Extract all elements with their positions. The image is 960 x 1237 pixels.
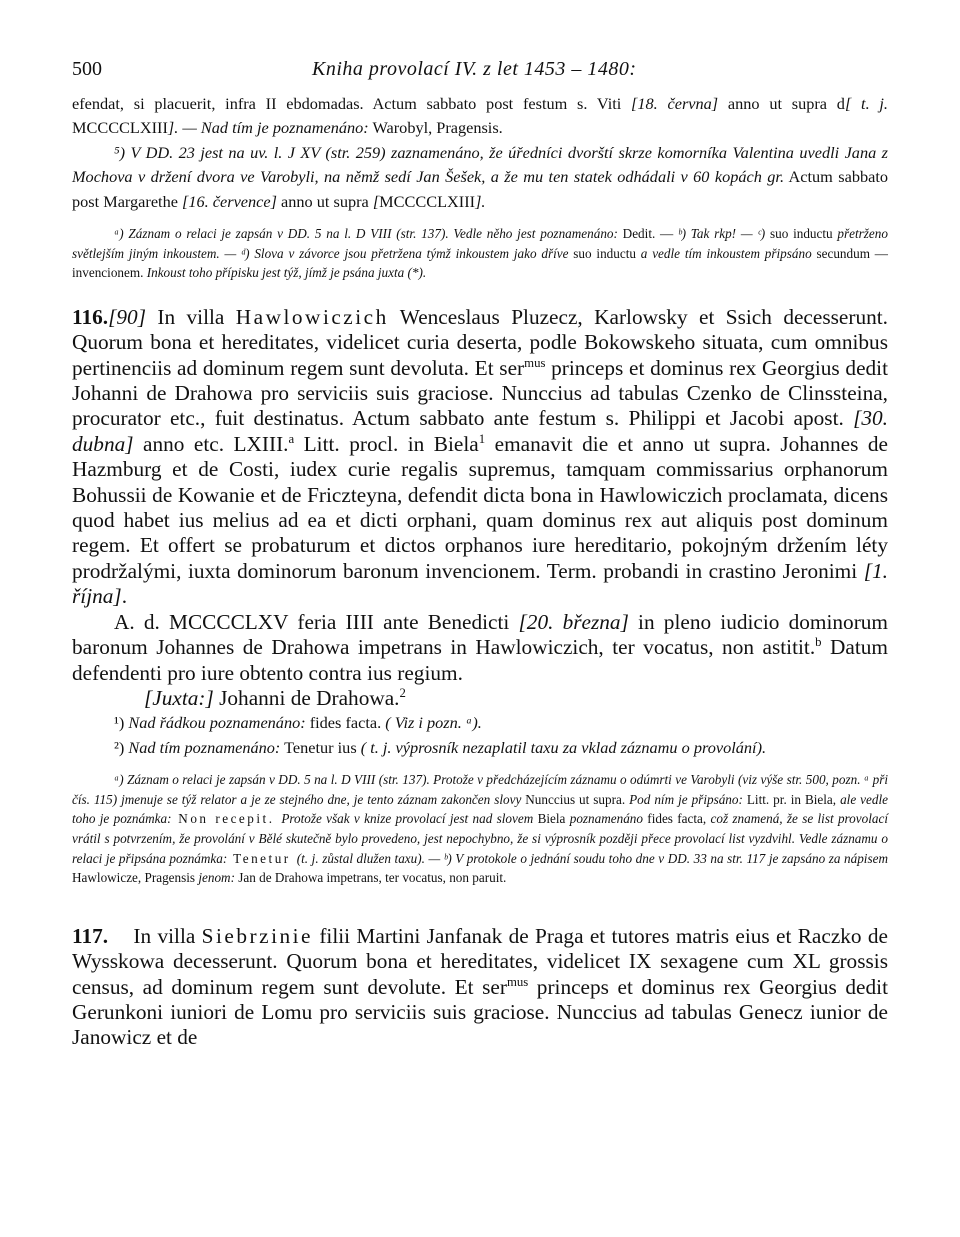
editor-note: [ t. j.	[844, 94, 888, 113]
paragraph	[72, 92, 888, 141]
note-text: ( t. j. výprosník nezaplatil taxu za vklad záznamu o provolání).	[360, 737, 767, 757]
editor-note: [Juxta:]	[144, 685, 214, 710]
text: Wenceslaus Pluzecz, Karlowsky et Ssich decesserunt. Quorum bona et hereditates, videlicet curia deserta, podle Bokowskeho situata, cum omnibus pertinenciis ad dominum regem sunt devoluta. Et ser	[72, 304, 888, 380]
text: suo inductu	[765, 226, 838, 242]
footnote-text: ale vedle toho je poznámka:	[72, 791, 888, 827]
text: MCCCCLXIII	[379, 191, 476, 211]
text: emanavit die et anno ut supra. Johannes de Hazmburg et de Costi, iudex curie regalis supremus, tamquam commissarius orphanorum Bohussii de Kowanie et de Friczteyna, defendit dicta bona in Hawlowiczich proclamata, dicens quod habet ius melius ad ea et dicti orphani, quam dominus rex aut aliquis post dominum regem. Et offert se probaturum et dictos orphanos iure hereditario, pokojným držením léty prodržalými, iuxta dominorum baronum invencionem. Term. probandi in crastino Jeronimi	[72, 431, 888, 583]
superscript: mus	[524, 355, 546, 370]
footnote-text: (t. j. zůstal dlužen taxu). — ᵇ) V protokole o jednání soudu toho dne v DD. 33 na str. 117 je zapsáno za nápisem	[296, 850, 888, 866]
text: anno ut supra	[276, 191, 373, 211]
footnotes	[72, 770, 888, 888]
footnote-text: jenom:	[198, 870, 235, 886]
entry-117	[72, 924, 888, 1051]
text: princeps et dominus rex Georgius dedit Johanni de Drahowa pro serviciis suis graciose. Nunccius ad tabulas Czenko de Clinssteina, procurator etc., fuit destinatus. Actum sabbato ante festum s. Philippi et Jacobi apost.	[72, 355, 889, 431]
note-marker: ²)	[114, 737, 129, 757]
place-name: Siebrzinie	[201, 923, 313, 948]
superscript: mus	[506, 974, 529, 989]
footnote-text: Protože však v knize provolací jest nad slovem	[281, 811, 534, 827]
note	[72, 736, 888, 760]
footnote-marker: b	[815, 635, 822, 649]
note-text: Nad tím poznamenáno:	[128, 737, 281, 757]
text: anno ut supra d	[718, 94, 845, 113]
entry-116	[72, 305, 888, 712]
text: Hawlowicze, Pragensis	[72, 870, 199, 886]
text: MCCCCLXIII	[72, 118, 168, 138]
entry-number: 116.	[72, 304, 109, 329]
footnote	[72, 770, 888, 888]
text: Johanni de Drahowa.	[213, 685, 400, 710]
footnote-marker: a	[288, 431, 295, 446]
text: efendat, si placuerit, infra II ebdomadas. Actum sabbato post festum s. Viti	[72, 94, 632, 113]
footnote-text: ᵇ) Tak rkp! — ᶜ)	[678, 226, 766, 242]
text: Biela	[533, 811, 570, 827]
place-name: Hawlowiczich	[235, 304, 389, 329]
note-text: Nad řádkou poznamenáno:	[128, 713, 306, 733]
notes-116	[72, 711, 888, 887]
bracket: ].	[475, 191, 486, 211]
footnote-text: což znamená, že se list provolací vrátil s potvrzením, že provolání v Bělé skutečně bylo provedeno, jest nepochybno, že si výprosník později přece provolací list vyzdvihl. Vedle záznamu o relaci je připsána poznámka:	[72, 811, 889, 866]
paragraph	[72, 141, 888, 214]
bracket: [	[372, 191, 380, 211]
date-note: [1. října]	[72, 558, 888, 609]
date-note: [20. března]	[518, 609, 629, 634]
text: Warobyl, Pragensis.	[368, 118, 503, 138]
footnote-text: ᵃ) Záznam o relaci je zapsán v DD. 5 na l. D VIII (str. 137). Protože v předcházejícím záznamu o odúmrti ve Varobyli (viz výše str. 500, pozn. ᵃ při čís. 115) jmenuje se týž relator a je ze stejného dne, je tento záznam zakončen slovy	[72, 772, 888, 807]
date-note: [18. června]	[631, 94, 719, 113]
paragraph	[72, 686, 888, 711]
footnote-text: ᵃ) Záznam o relaci je zapsán v DD. 5 na l. D VIII (str. 137). Vedle něho jest poznamenáno:	[114, 226, 618, 242]
footnote-text: poznamenáno	[569, 811, 643, 827]
text: Nunccius ut supra.	[521, 791, 630, 807]
text: Dedit. —	[617, 226, 679, 242]
date-note: [16. července]	[182, 191, 277, 211]
text: anno etc. LXIII.	[133, 431, 289, 456]
page	[72, 58, 888, 1051]
text: Litt. procl. in Biela	[294, 431, 479, 456]
footnote-marker: 1	[478, 431, 486, 446]
paragraph	[72, 924, 888, 1051]
text: Tenetur ius	[280, 737, 361, 757]
footnote-text: a vedle tím inkoustem připsáno	[640, 245, 812, 261]
paragraph	[72, 305, 888, 610]
paragraph	[72, 610, 888, 686]
running-title: Kniha provolací IV. z let 1453 – 1480:	[312, 58, 637, 80]
text: Datum defendenti pro iure obtento contra ius regium.	[72, 635, 889, 685]
text: Jan de Drahowa impetrans, ter vocatus, non paruit.	[234, 870, 507, 886]
text: filii Martini Janfanak de Praga et tutores matris eius et Raczko de Wysskowa decesserunt. Quorum bona et hereditates, videlicet IX sexagene cum XL grossis census, ad dominum regem sunt devolute. Et ser	[72, 923, 888, 999]
editor-note: ]. — Nad tím je poznamenáno:	[167, 118, 369, 138]
note-marker: ¹)	[114, 713, 129, 733]
text: in pleno iudicio dominorum baronum Johannes de Drahowa impetrans in Hawlowiczich, ter vocatus, non astitit.	[72, 609, 888, 660]
date-note: [30. dubna]	[72, 406, 888, 456]
text: secundum — invencionem.	[72, 245, 888, 281]
folio-ref: [90]	[108, 304, 146, 329]
text: Non recepit.	[171, 811, 282, 827]
text: fides facta.	[305, 713, 386, 733]
entry-number: 117.	[72, 923, 109, 948]
text: suo inductu	[568, 245, 641, 261]
text: In villa	[145, 304, 236, 329]
text: fides facta,	[642, 811, 711, 827]
footnotes	[72, 224, 888, 283]
note-text: ( Viz i pozn. ᵃ).	[385, 713, 482, 733]
page-number: 500	[72, 58, 102, 80]
continuation-block	[72, 92, 888, 283]
footnote	[72, 224, 888, 283]
text: .	[121, 584, 128, 609]
footnote-text: Pod ním je připsáno:	[629, 791, 743, 807]
text: In villa	[108, 923, 202, 948]
text: A. d. MCCCCLXV feria IIII ante Benedicti	[114, 609, 519, 634]
text: Actum sabbato post Margarethe	[72, 167, 888, 211]
page-header	[72, 58, 888, 92]
note	[72, 711, 888, 735]
footnote-marker: 2	[399, 685, 406, 700]
footnote-text: ⁵) V DD. 23 jest na uv. l. J XV (str. 259) zaznamenáno, že úředníci dvorští skrze komorníka Valentina uvedli Jana z Mochova v držení dvora ve Varobyli, na němž sedí Jan Šešek, a že mu ten statek odhádali v 60 kopách gr.	[72, 142, 888, 187]
text: princeps et dominus rex Georgius dedit Gerunkoni iuniori de Lomu pro serviciis suis graciose. Nunccius ad tabulas Genecz iunior de Janowicz et de	[72, 974, 888, 1050]
text: Litt. pr. in Biela,	[742, 791, 841, 807]
footnote-text: Inkoust toho přípisku jest týž, jímž je psána juxta (*).	[146, 265, 427, 281]
text: Tenetur	[227, 850, 297, 866]
footnote-text: přetrženo světlejším jiným inkoustem. — ᵈ) Slova v závorce jsou přetržena týmž inkoustem jako dříve	[72, 226, 888, 261]
